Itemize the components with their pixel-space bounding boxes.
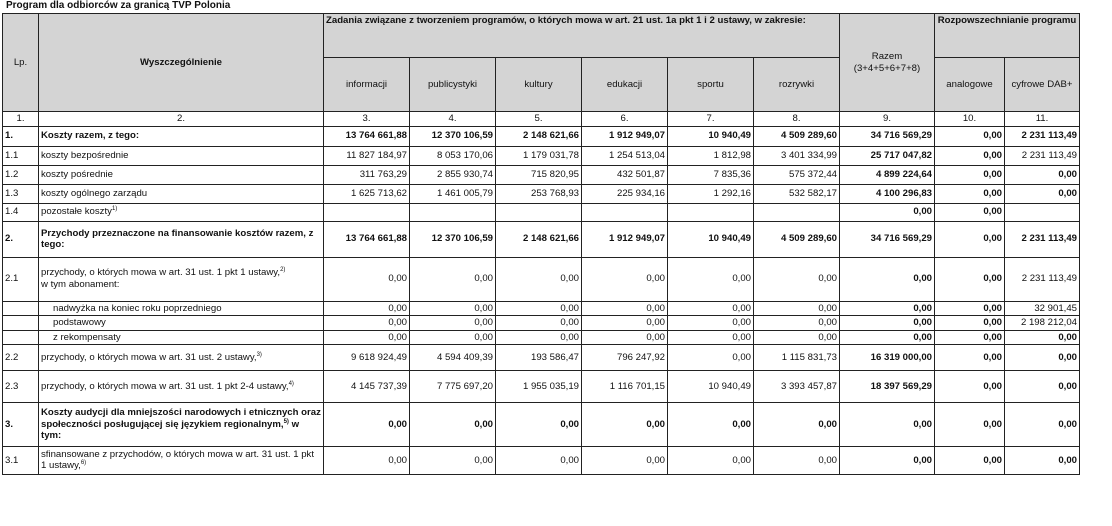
row-value: 0,00 bbox=[754, 330, 840, 345]
row-value: 0,00 bbox=[935, 184, 1005, 203]
row-value: 0,00 bbox=[935, 257, 1005, 301]
col-number: 11. bbox=[1005, 112, 1080, 127]
row-value: 2 198 212,04 bbox=[1005, 316, 1080, 331]
row-value: 0,00 bbox=[935, 371, 1005, 403]
row-lp bbox=[3, 301, 39, 316]
footnote-ref: 4) bbox=[288, 380, 294, 387]
row-value: 0,00 bbox=[668, 345, 754, 371]
row-value: 1 625 713,62 bbox=[324, 184, 410, 203]
row-value: 34 716 569,29 bbox=[840, 221, 935, 257]
header-col-informacji: informacji bbox=[324, 58, 410, 112]
row-value: 0,00 bbox=[935, 316, 1005, 331]
row-label-text: koszty pośrednie bbox=[41, 168, 113, 180]
row-value: 0,00 bbox=[496, 330, 582, 345]
row-value bbox=[410, 203, 496, 221]
row-value: 4 509 289,60 bbox=[754, 126, 840, 146]
row-value: 0,00 bbox=[840, 403, 935, 447]
row-label-text: podstawowy bbox=[53, 317, 106, 328]
row-value: 0,00 bbox=[840, 316, 935, 331]
row-label bbox=[39, 221, 324, 257]
row-value: 0,00 bbox=[668, 447, 754, 475]
col-number: 10. bbox=[935, 112, 1005, 127]
row-value: 1 955 035,19 bbox=[496, 371, 582, 403]
row-label bbox=[39, 403, 324, 447]
row-value: 0,00 bbox=[410, 301, 496, 316]
row-lp: 1.1 bbox=[3, 146, 39, 165]
header-total-label: Razem bbox=[871, 51, 903, 62]
row-lp bbox=[3, 330, 39, 345]
row-label-text: pozostałe koszty bbox=[41, 206, 112, 218]
row-value: 0,00 bbox=[1005, 330, 1080, 345]
row-value bbox=[582, 203, 668, 221]
row-label bbox=[39, 165, 324, 184]
row-lp: 2. bbox=[3, 221, 39, 257]
row-value: 0,00 bbox=[935, 165, 1005, 184]
header-lp: Lp. bbox=[3, 14, 39, 112]
table-row bbox=[3, 126, 1080, 146]
row-value: 0,00 bbox=[1005, 345, 1080, 371]
col-number: 8. bbox=[754, 112, 840, 127]
col-number: 5. bbox=[496, 112, 582, 127]
footnote-ref: 5) bbox=[283, 418, 289, 425]
row-value: 7 835,36 bbox=[668, 165, 754, 184]
table-row bbox=[3, 345, 1080, 371]
row-label bbox=[39, 301, 324, 316]
row-value: 0,00 bbox=[840, 203, 935, 221]
row-label bbox=[39, 126, 324, 146]
row-value: 0,00 bbox=[935, 403, 1005, 447]
row-value: 0,00 bbox=[582, 403, 668, 447]
row-value: 7 775 697,20 bbox=[410, 371, 496, 403]
row-value: 0,00 bbox=[496, 447, 582, 475]
row-value: 0,00 bbox=[935, 146, 1005, 165]
row-value: 0,00 bbox=[935, 221, 1005, 257]
row-value: 0,00 bbox=[754, 447, 840, 475]
row-value: 13 764 661,88 bbox=[324, 126, 410, 146]
row-label bbox=[39, 371, 324, 403]
row-value: 0,00 bbox=[582, 447, 668, 475]
row-value: 10 940,49 bbox=[668, 126, 754, 146]
row-value: 0,00 bbox=[935, 345, 1005, 371]
row-value: 225 934,16 bbox=[582, 184, 668, 203]
row-value: 1 912 949,07 bbox=[582, 126, 668, 146]
row-value: 8 053 170,06 bbox=[410, 146, 496, 165]
row-value: 0,00 bbox=[935, 126, 1005, 146]
row-value: 311 763,29 bbox=[324, 165, 410, 184]
row-value bbox=[668, 203, 754, 221]
row-value: 13 764 661,88 bbox=[324, 221, 410, 257]
row-label bbox=[39, 316, 324, 331]
table-row bbox=[3, 316, 1080, 331]
row-value: 0,00 bbox=[754, 316, 840, 331]
row-value: 0,00 bbox=[410, 403, 496, 447]
header-col-cyfrowe: cyfrowe DAB+ bbox=[1005, 58, 1080, 112]
row-value: 575 372,44 bbox=[754, 165, 840, 184]
row-value: 0,00 bbox=[668, 316, 754, 331]
row-value: 4 899 224,64 bbox=[840, 165, 935, 184]
col-number: 4. bbox=[410, 112, 496, 127]
footnote-ref: 2) bbox=[280, 267, 286, 274]
row-value: 0,00 bbox=[754, 301, 840, 316]
row-label-text: nadwyżka na koniec roku poprzedniego bbox=[53, 302, 222, 314]
row-value bbox=[1005, 203, 1080, 221]
row-value: 1 912 949,07 bbox=[582, 221, 668, 257]
row-value: 0,00 bbox=[582, 301, 668, 316]
row-label bbox=[39, 257, 324, 301]
row-value: 0,00 bbox=[668, 330, 754, 345]
row-value: 25 717 047,82 bbox=[840, 146, 935, 165]
row-value: 12 370 106,59 bbox=[410, 221, 496, 257]
row-value: 0,00 bbox=[582, 257, 668, 301]
row-value: 9 618 924,49 bbox=[324, 345, 410, 371]
row-value: 4 509 289,60 bbox=[754, 221, 840, 257]
header-col-edukacji: edukacji bbox=[582, 58, 668, 112]
row-value: 0,00 bbox=[935, 301, 1005, 316]
row-label-text: Koszty audycji dla mniejszości narodowych i etnicznych oraz społeczności posługującej się językiem regionalnym, bbox=[41, 407, 321, 430]
row-value: 2 231 113,49 bbox=[1005, 221, 1080, 257]
row-lp: 1.2 bbox=[3, 165, 39, 184]
row-lp: 3.1 bbox=[3, 447, 39, 475]
table-row bbox=[3, 330, 1080, 345]
header-col-sportu: sportu bbox=[668, 58, 754, 112]
header-col-kultury: kultury bbox=[496, 58, 582, 112]
row-label bbox=[39, 184, 324, 203]
row-lp: 1. bbox=[3, 126, 39, 146]
row-value: 0,00 bbox=[496, 301, 582, 316]
col-number: 6. bbox=[582, 112, 668, 127]
row-value: 0,00 bbox=[324, 301, 410, 316]
row-label bbox=[39, 330, 324, 345]
header-col-rozrywki: rozrywki bbox=[754, 58, 840, 112]
col-number: 1. bbox=[3, 112, 39, 127]
col-number: 9. bbox=[840, 112, 935, 127]
row-value: 4 100 296,83 bbox=[840, 184, 935, 203]
row-value: 0,00 bbox=[410, 447, 496, 475]
row-value: 0,00 bbox=[754, 257, 840, 301]
row-value: 0,00 bbox=[410, 330, 496, 345]
row-value: 0,00 bbox=[935, 330, 1005, 345]
row-value: 0,00 bbox=[410, 316, 496, 331]
document-title: Program dla odbiorców za granicą TVP Polonia bbox=[6, 0, 231, 11]
row-value: 0,00 bbox=[496, 316, 582, 331]
header-total-formula: (3+4+5+6+7+8) bbox=[853, 62, 921, 74]
header-item: Wyszczególnienie bbox=[39, 14, 324, 112]
row-label-text: przychody, o których mowa w art. 31 ust. 2 ustawy, bbox=[41, 351, 257, 363]
data-rows bbox=[3, 126, 1080, 475]
table-row bbox=[3, 371, 1080, 403]
row-value: 0,00 bbox=[496, 257, 582, 301]
table-row bbox=[3, 165, 1080, 184]
row-lp: 3. bbox=[3, 403, 39, 447]
row-value: 0,00 bbox=[1005, 403, 1080, 447]
row-value: 0,00 bbox=[324, 257, 410, 301]
row-label-text: przychody, o których mowa w art. 31 ust. 1 pkt 2-4 ustawy, bbox=[41, 380, 289, 392]
row-value: 0,00 bbox=[1005, 165, 1080, 184]
row-lp: 1.3 bbox=[3, 184, 39, 203]
row-label bbox=[39, 345, 324, 371]
row-value: 0,00 bbox=[668, 403, 754, 447]
row-value: 0,00 bbox=[668, 301, 754, 316]
row-value: 2 148 621,66 bbox=[496, 126, 582, 146]
row-value: 0,00 bbox=[496, 403, 582, 447]
header-group-tasks: Zadania związane z tworzeniem programów, o których mowa w art. 21 ust. 1a pkt 1 i 2 ustawy, w zakresie: bbox=[324, 14, 840, 58]
row-lp: 2.1 bbox=[3, 257, 39, 301]
row-sublabel: w tym abonament: bbox=[41, 279, 120, 291]
header-total bbox=[840, 14, 935, 112]
header-col-analogowe: analogowe bbox=[935, 58, 1005, 112]
row-value: 1 254 513,04 bbox=[582, 146, 668, 165]
row-label-text: sfinansowane z przychodów, o których mowa w art. 31 ust. 1 pkt 1 ustawy, bbox=[41, 448, 315, 472]
row-value: 1 179 031,78 bbox=[496, 146, 582, 165]
row-label-text: Przychody przeznaczone na finansowanie kosztów razem, z tego: bbox=[41, 227, 314, 250]
row-value: 0,00 bbox=[840, 257, 935, 301]
row-value: 532 582,17 bbox=[754, 184, 840, 203]
row-value: 10 940,49 bbox=[668, 371, 754, 403]
row-lp: 1.4 bbox=[3, 203, 39, 221]
col-number: 7. bbox=[668, 112, 754, 127]
row-lp: 2.2 bbox=[3, 345, 39, 371]
row-value: 11 827 184,97 bbox=[324, 146, 410, 165]
row-value: 1 115 831,73 bbox=[754, 345, 840, 371]
row-label bbox=[39, 146, 324, 165]
row-value: 3 401 334,99 bbox=[754, 146, 840, 165]
row-value: 1 812,98 bbox=[668, 146, 754, 165]
column-numbers-row bbox=[3, 112, 1080, 127]
row-value: 2 231 113,49 bbox=[1005, 257, 1080, 301]
table-row bbox=[3, 203, 1080, 221]
row-value: 2 148 621,66 bbox=[496, 221, 582, 257]
row-lp bbox=[3, 316, 39, 331]
row-value: 0,00 bbox=[582, 316, 668, 331]
row-value: 715 820,95 bbox=[496, 165, 582, 184]
row-value: 1 116 701,15 bbox=[582, 371, 668, 403]
row-value: 0,00 bbox=[324, 330, 410, 345]
row-value: 4 594 409,39 bbox=[410, 345, 496, 371]
col-number: 2. bbox=[39, 112, 324, 127]
row-label-tail: w tym: bbox=[41, 418, 300, 442]
table-row bbox=[3, 257, 1080, 301]
header-group-distribution: Rozpowszechnianie programu bbox=[935, 14, 1080, 58]
row-label-text: Koszty razem, z tego: bbox=[41, 130, 140, 142]
row-value: 0,00 bbox=[668, 257, 754, 301]
row-value: 34 716 569,29 bbox=[840, 126, 935, 146]
footnote-ref: 6) bbox=[80, 460, 87, 467]
row-value: 16 319 000,00 bbox=[840, 345, 935, 371]
row-value: 12 370 106,59 bbox=[410, 126, 496, 146]
row-label-text: przychody, o których mowa w art. 31 ust. 1 pkt 1 ustawy, bbox=[41, 267, 281, 279]
row-value: 432 501,87 bbox=[582, 165, 668, 184]
row-value: 0,00 bbox=[1005, 184, 1080, 203]
row-value: 32 901,45 bbox=[1005, 301, 1080, 316]
row-value: 193 586,47 bbox=[496, 345, 582, 371]
row-value: 0,00 bbox=[935, 447, 1005, 475]
row-label-text: koszty bezpośrednie bbox=[41, 149, 129, 161]
row-value: 10 940,49 bbox=[668, 221, 754, 257]
financial-table bbox=[2, 13, 1080, 475]
row-lp: 2.3 bbox=[3, 371, 39, 403]
table-row bbox=[3, 184, 1080, 203]
row-value: 18 397 569,29 bbox=[840, 371, 935, 403]
row-value: 0,00 bbox=[582, 330, 668, 345]
row-value: 3 393 457,87 bbox=[754, 371, 840, 403]
row-value: 0,00 bbox=[1005, 447, 1080, 475]
table-row bbox=[3, 146, 1080, 165]
row-value: 796 247,92 bbox=[582, 345, 668, 371]
row-value: 0,00 bbox=[935, 203, 1005, 221]
row-value bbox=[496, 203, 582, 221]
row-value: 2 855 930,74 bbox=[410, 165, 496, 184]
col-number: 3. bbox=[324, 112, 410, 127]
row-value: 0,00 bbox=[754, 403, 840, 447]
table-row bbox=[3, 447, 1080, 475]
row-value: 0,00 bbox=[324, 447, 410, 475]
footnote-ref: 1) bbox=[111, 206, 118, 213]
row-value: 4 145 737,39 bbox=[324, 371, 410, 403]
row-value: 0,00 bbox=[840, 301, 935, 316]
row-value: 0,00 bbox=[1005, 371, 1080, 403]
header-col-publicystyki: publicystyki bbox=[410, 58, 496, 112]
row-value: 0,00 bbox=[840, 330, 935, 345]
row-label-text: koszty ogólnego zarządu bbox=[41, 187, 148, 199]
table-row bbox=[3, 301, 1080, 316]
row-value: 253 768,93 bbox=[496, 184, 582, 203]
row-label bbox=[39, 447, 324, 475]
row-value bbox=[754, 203, 840, 221]
footnote-ref: 3) bbox=[256, 351, 262, 358]
row-value: 0,00 bbox=[840, 447, 935, 475]
row-value: 2 231 113,49 bbox=[1005, 146, 1080, 165]
row-value: 2 231 113,49 bbox=[1005, 126, 1080, 146]
row-label-text: z rekompensaty bbox=[53, 331, 121, 343]
row-value: 1 461 005,79 bbox=[410, 184, 496, 203]
row-label bbox=[39, 203, 324, 221]
row-value: 0,00 bbox=[324, 403, 410, 447]
row-value bbox=[324, 203, 410, 221]
row-value: 0,00 bbox=[324, 316, 410, 331]
table-row bbox=[3, 403, 1080, 447]
row-value: 0,00 bbox=[410, 257, 496, 301]
table-row bbox=[3, 221, 1080, 257]
row-value: 1 292,16 bbox=[668, 184, 754, 203]
